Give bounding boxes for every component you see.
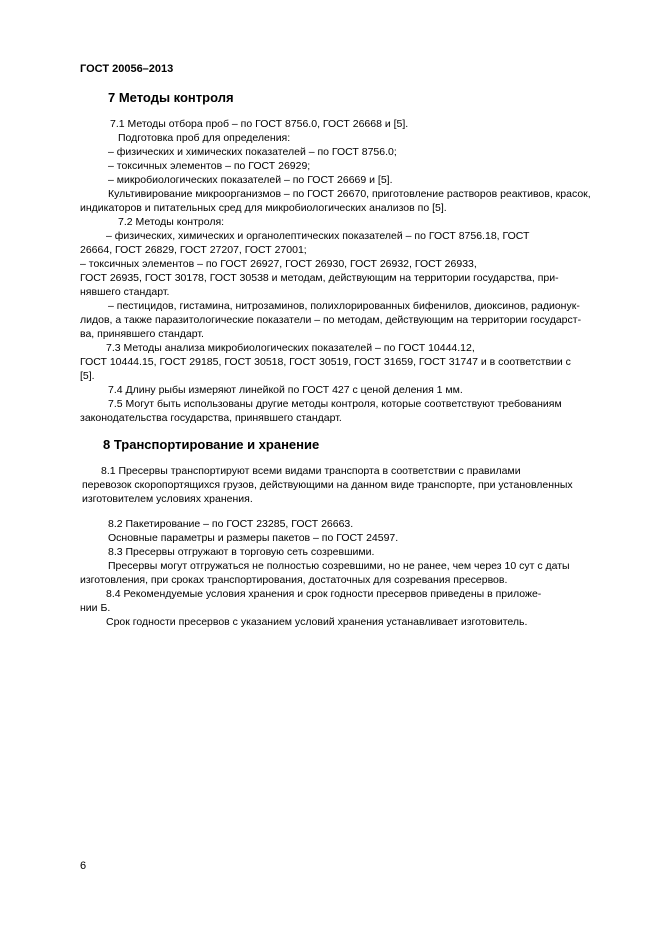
partial-ripeness-line-2: изготовления, при сроках транспортирования, достаточных для созревания пресервов. (80, 574, 508, 586)
toxic-methods-line-3: нявшего стандарт. (80, 286, 170, 298)
list-item-toxic-elements: – токсичных элементов – по ГОСТ 26929; (108, 160, 311, 172)
cultivation-line-2: индикаторов и питательных сред для микробиологических анализов по [5]. (80, 202, 447, 214)
paragraph-8-1-line-3: изготовителем условиях хранения. (82, 493, 253, 505)
control-methods-line-2: 26664, ГОСТ 26829, ГОСТ 27207, ГОСТ 27001; (80, 244, 307, 256)
paragraph-8-4-line-2: нии Б. (80, 602, 111, 614)
paragraph-7-5-line-2: законодательства государства, принявшего стандарт. (80, 412, 342, 424)
package-parameters: Основные параметры и размеры пакетов – по ГОСТ 24597. (108, 532, 399, 544)
paragraph-8-1-line-2: перевозок скоропортящихся грузов, действующими на данном виде транспорте, при установленных (82, 479, 573, 491)
paragraph-7-3-line-3: [5]. (80, 370, 95, 382)
pesticides-line-3: ва, принявшего стандарт. (80, 328, 204, 340)
paragraph-7-2: 7.2 Методы контроля: (118, 216, 225, 228)
standard-header: ГОСТ 20056–2013 (80, 63, 174, 75)
pesticides-line-2: лидов, а также паразитологические показатели – по методам, действующим на территории государст- (80, 314, 582, 326)
page-number: 6 (80, 860, 87, 872)
paragraph-8-1-line-1: 8.1 Пресервы транспортируют всеми видами транспорта в соответствии с правилами (101, 465, 521, 477)
section-7-title: 7 Методы контроля (108, 90, 234, 105)
sample-prep-heading: Подготовка проб для определения: (118, 132, 291, 144)
paragraph-7-1: 7.1 Методы отбора проб – по ГОСТ 8756.0, ГОСТ 26668 и [5]. (110, 118, 409, 130)
paragraph-7-3-line-2: ГОСТ 10444.15, ГОСТ 29185, ГОСТ 30518, ГОСТ 30519, ГОСТ 31659, ГОСТ 31747 и в соответствии с (80, 356, 571, 368)
toxic-methods-line-1: – токсичных элементов – по ГОСТ 26927, ГОСТ 26930, ГОСТ 26932, ГОСТ 26933, (80, 258, 477, 270)
shelf-life-statement: Срок годности пресервов с указанием условий хранения устанавливает изготовитель. (106, 616, 528, 628)
toxic-methods-line-2: ГОСТ 26935, ГОСТ 30178, ГОСТ 30538 и методам, действующим на территории государства, при- (80, 272, 559, 284)
paragraph-7-5-line-1: 7.5 Могут быть использованы другие методы контроля, которые соответствуют требованиям (108, 398, 562, 410)
paragraph-7-4: 7.4 Длину рыбы измеряют линейкой по ГОСТ 427 с ценой деления 1 мм. (108, 384, 463, 396)
list-item-physical-chemical: – физических и химических показателей – по ГОСТ 8756.0; (108, 146, 397, 158)
list-item-microbiological: – микробиологических показателей – по ГОСТ 26669 и [5]. (108, 174, 393, 186)
paragraph-8-2: 8.2 Пакетирование – по ГОСТ 23285, ГОСТ 26663. (108, 518, 354, 530)
paragraph-7-3-line-1: 7.3 Методы анализа микробиологических показателей – по ГОСТ 10444.12, (106, 342, 475, 354)
cultivation-line-1: Культивирование микроорганизмов – по ГОСТ 26670, приготовление растворов реактивов, красок, (108, 188, 591, 200)
paragraph-8-3: 8.3 Пресервы отгружают в торговую сеть созревшими. (108, 546, 375, 558)
section-8-title: 8 Транспортирование и хранение (103, 437, 320, 452)
paragraph-8-4-line-1: 8.4 Рекомендуемые условия хранения и срок годности пресервов приведены в приложе- (106, 588, 542, 600)
pesticides-line-1: – пестицидов, гистамина, нитрозаминов, полихлорированных бифенилов, диоксинов, радионук- (108, 300, 580, 312)
control-methods-line-1: – физических, химических и органолептических показателей – по ГОСТ 8756.18, ГОСТ (106, 230, 530, 242)
partial-ripeness-line-1: Пресервы могут отгружаться не полностью созревшими, но не ранее, чем через 10 сут с даты (108, 560, 570, 572)
